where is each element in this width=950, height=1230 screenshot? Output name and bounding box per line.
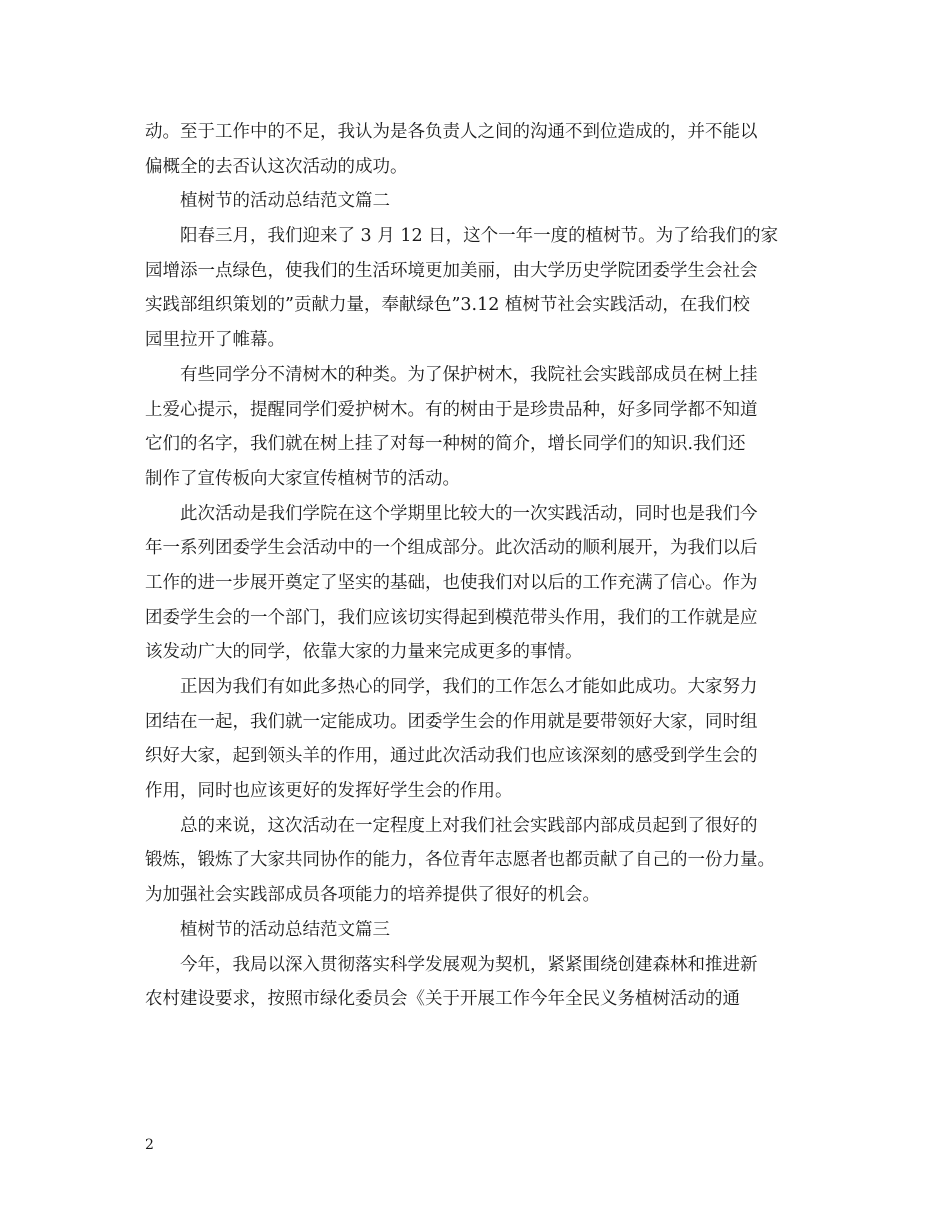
text-line: 它们的名字，我们就在树上挂了对每一种树的简介，增长同学们的知识.我们还 [145,434,746,455]
text-line: 该发动广大的同学，依靠大家的力量来完成更多的事情。 [145,642,583,663]
text-line: 上爱心提示，提醒同学们爱护树木。有的树由于是珍贵品种，好多同学都不知道 [145,399,758,420]
section-heading: 植树节的活动总结范文篇二 [145,191,390,212]
text-line: 织好大家，起到领头羊的作用，通过此次活动我们也应该深刻的感受到学生会的 [145,746,758,767]
text-line: 园增添一点绿色，使我们的生活环境更加美丽，由大学历史学院团委学生会社会 [145,260,758,281]
text-line: 此次活动是我们学院在这个学期里比较大的一次实践活动，同时也是我们今 [145,503,758,524]
text-line: 农村建设要求，按照市绿化委员会《关于开展工作今年全民义务植树活动的通 [145,989,740,1010]
text-line: 团结在一起，我们就一定能成功。团委学生会的作用就是要带领好大家，同时组 [145,711,758,732]
document-body [145,115,810,1017]
text-line: 偏概全的去否认这次活动的成功。 [145,156,408,177]
text-line: 锻炼，锻炼了大家共同协作的能力，各位青年志愿者也都贡献了自己的一份力量。 [145,850,775,871]
text-line: 有些同学分不清树木的种类。为了保护树木，我院社会实践部成员在树上挂 [145,364,758,385]
text-line: 动。至于工作中的不足，我认为是各负责人之间的沟通不到位造成的，并不能以 [145,122,758,142]
text-line: 今年，我局以深入贯彻落实科学发展观为契机，紧紧围绕创建森林和推进新 [145,954,758,975]
text-line: 为加强社会实践部成员各项能力的培养提供了很好的机会。 [145,885,600,906]
text-line: 工作的进一步展开奠定了坚实的基础，也使我们对以后的工作充满了信心。作为 [145,572,758,593]
text-line: 阳春三月，我们迎来了 3 月 12 日，这个一年一度的植树节。为了给我们的家 [145,226,779,247]
text-line: 团委学生会的一个部门，我们应该切实得起到模范带头作用，我们的工作就是应 [145,607,758,628]
text-line: 正因为我们有如此多热心的同学，我们的工作怎么才能如此成功。大家努力 [145,677,758,697]
text-line: 年一系列团委学生会活动中的一个组成部分。此次活动的顺利展开，为我们以后 [145,538,758,559]
text-line: 总的来说，这次活动在一定程度上对我们社会实践部内部成员起到了很好的 [145,815,758,836]
text-line: 实践部组织策划的”贡献力量，奉献绿色”3.12 植树节社会实践活动，在我们校 [145,295,750,316]
text-line: 作用，同时也应该更好的发挥好学生会的作用。 [145,781,513,802]
page-number: 2 [145,1137,154,1153]
text-line: 制作了宣传板向大家宣传植树节的活动。 [145,468,460,489]
text-line: 园里拉开了帷幕。 [145,330,285,351]
section-heading: 植树节的活动总结范文篇三 [145,919,390,940]
